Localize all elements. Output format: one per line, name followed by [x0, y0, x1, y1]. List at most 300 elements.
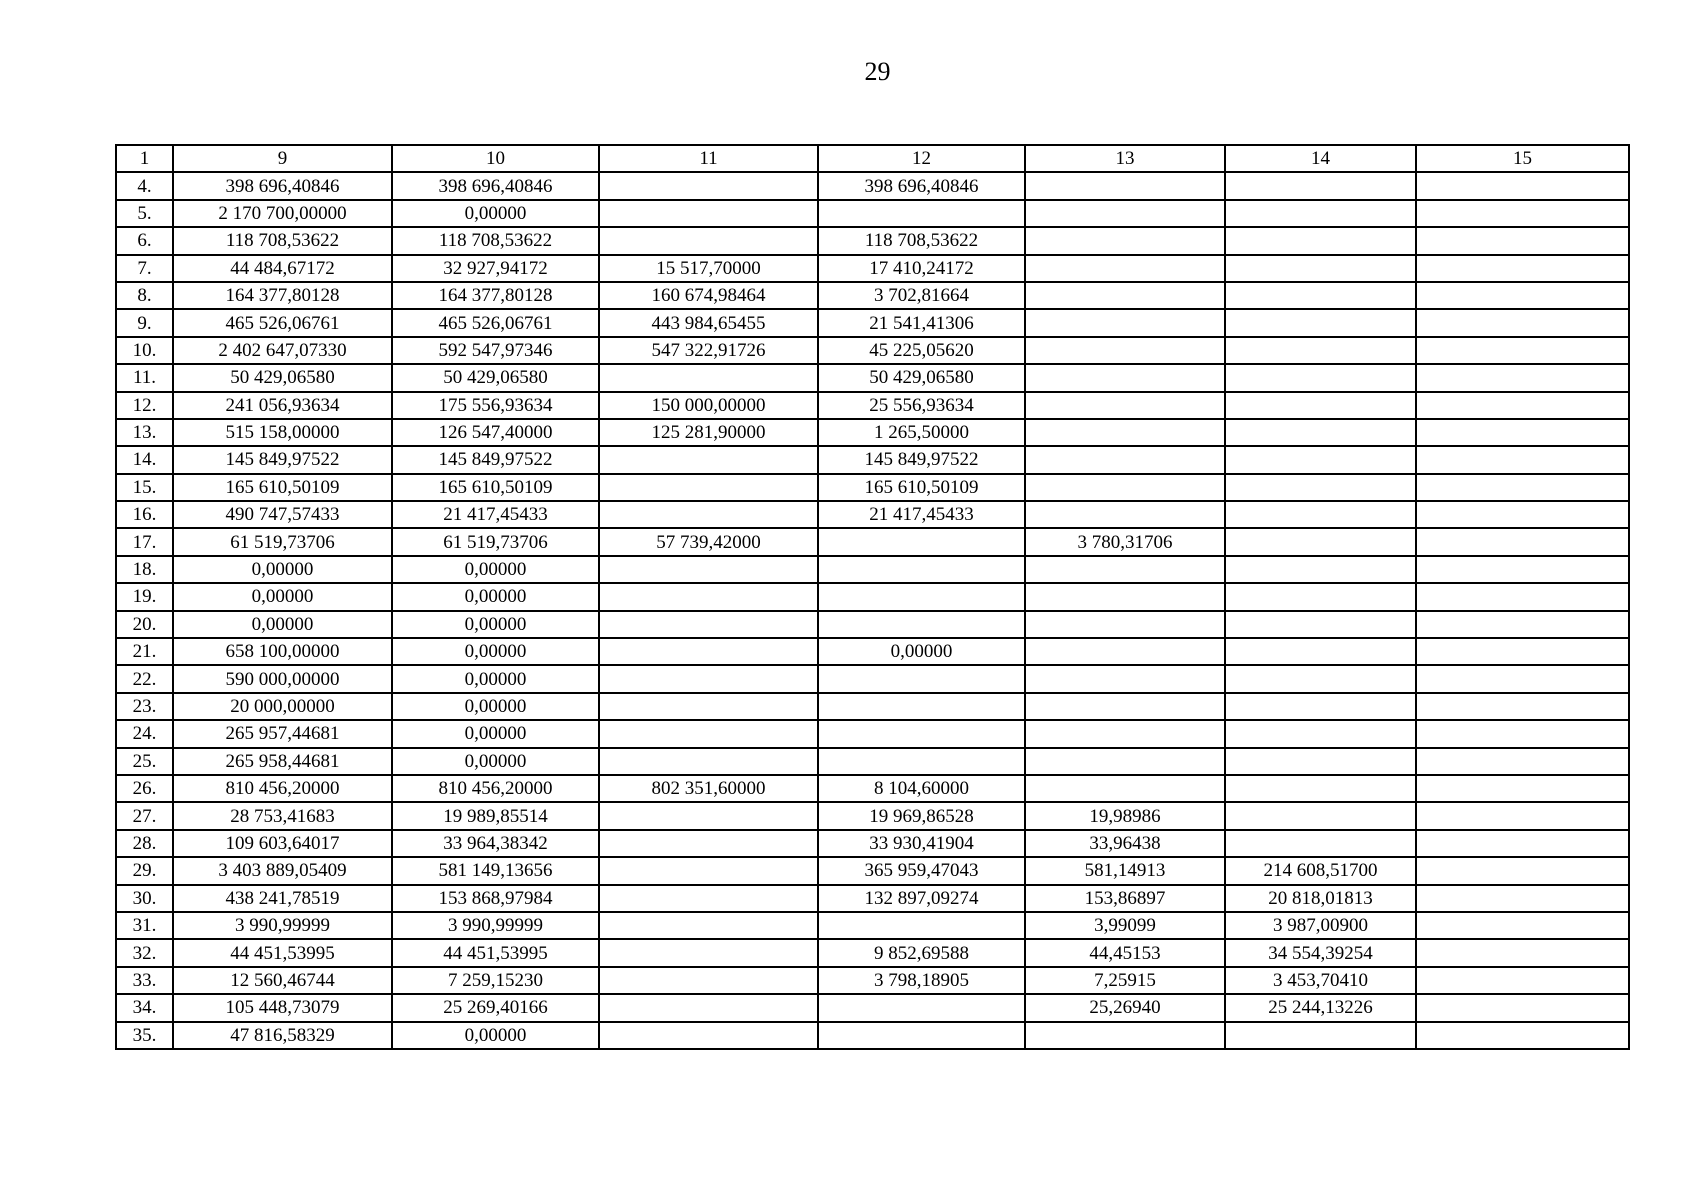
value-cell: 109 603,64017 — [173, 830, 392, 857]
value-cell — [1225, 720, 1416, 747]
row-number-cell: 5. — [116, 200, 173, 227]
value-cell: 21 417,45433 — [392, 501, 599, 528]
value-cell — [1416, 501, 1629, 528]
value-cell — [1025, 172, 1225, 199]
value-cell — [599, 994, 818, 1021]
value-cell: 17 410,24172 — [818, 255, 1025, 282]
row-number-cell: 16. — [116, 501, 173, 528]
value-cell: 581 149,13656 — [392, 857, 599, 884]
value-cell — [1416, 528, 1629, 555]
value-cell — [599, 857, 818, 884]
value-cell — [1025, 474, 1225, 501]
value-cell: 0,00000 — [392, 638, 599, 665]
value-cell — [1225, 583, 1416, 610]
value-cell — [1225, 282, 1416, 309]
value-cell — [818, 994, 1025, 1021]
table-row — [116, 693, 1629, 720]
value-cell — [1225, 830, 1416, 857]
value-cell: 19 969,86528 — [818, 802, 1025, 829]
value-cell: 32 927,94172 — [392, 255, 599, 282]
value-cell: 47 816,58329 — [173, 1022, 392, 1049]
value-cell — [1025, 693, 1225, 720]
value-cell — [1416, 364, 1629, 391]
value-cell: 465 526,06761 — [173, 309, 392, 336]
value-cell — [1416, 309, 1629, 336]
row-number-cell: 32. — [116, 939, 173, 966]
value-cell — [599, 830, 818, 857]
value-cell — [1416, 748, 1629, 775]
value-cell: 0,00000 — [173, 611, 392, 638]
value-cell: 0,00000 — [392, 200, 599, 227]
value-cell — [599, 556, 818, 583]
row-number-cell: 26. — [116, 775, 173, 802]
value-cell — [1225, 748, 1416, 775]
value-cell: 15 517,70000 — [599, 255, 818, 282]
value-cell — [1416, 775, 1629, 802]
value-cell: 0,00000 — [392, 748, 599, 775]
value-cell: 802 351,60000 — [599, 775, 818, 802]
value-cell — [599, 720, 818, 747]
table-row — [116, 611, 1629, 638]
table-row — [116, 665, 1629, 692]
value-cell: 44 451,53995 — [173, 939, 392, 966]
value-cell — [1225, 309, 1416, 336]
value-cell: 33 930,41904 — [818, 830, 1025, 857]
row-number-cell: 9. — [116, 309, 173, 336]
value-cell: 592 547,97346 — [392, 337, 599, 364]
value-cell — [1225, 611, 1416, 638]
header-row — [116, 145, 1629, 172]
value-cell — [1416, 337, 1629, 364]
value-cell — [818, 556, 1025, 583]
table-row — [116, 720, 1629, 747]
table-row — [116, 337, 1629, 364]
value-cell — [1225, 802, 1416, 829]
value-cell: 0,00000 — [392, 1022, 599, 1049]
value-cell: 0,00000 — [392, 665, 599, 692]
value-cell: 590 000,00000 — [173, 665, 392, 692]
value-cell — [818, 200, 1025, 227]
value-cell: 3 453,70410 — [1225, 967, 1416, 994]
value-cell — [1416, 885, 1629, 912]
value-cell: 3 987,00900 — [1225, 912, 1416, 939]
page-number: 29 — [864, 57, 891, 86]
value-cell — [818, 528, 1025, 555]
row-number-cell: 20. — [116, 611, 173, 638]
value-cell: 3 990,99999 — [173, 912, 392, 939]
value-cell: 160 674,98464 — [599, 282, 818, 309]
row-number-cell: 21. — [116, 638, 173, 665]
value-cell — [1416, 1022, 1629, 1049]
value-cell: 25 244,13226 — [1225, 994, 1416, 1021]
value-cell: 0,00000 — [173, 556, 392, 583]
value-cell — [1025, 501, 1225, 528]
value-cell — [599, 583, 818, 610]
value-cell: 61 519,73706 — [173, 528, 392, 555]
value-cell: 20 818,01813 — [1225, 885, 1416, 912]
value-cell: 118 708,53622 — [173, 227, 392, 254]
table-row — [116, 967, 1629, 994]
value-cell: 515 158,00000 — [173, 419, 392, 446]
value-cell — [1025, 364, 1225, 391]
value-cell — [1416, 583, 1629, 610]
table-row — [116, 446, 1629, 473]
value-cell: 398 696,40846 — [392, 172, 599, 199]
table-row — [116, 309, 1629, 336]
value-cell — [1025, 337, 1225, 364]
value-cell: 3 403 889,05409 — [173, 857, 392, 884]
table-row — [116, 419, 1629, 446]
value-cell — [1416, 282, 1629, 309]
table-row — [116, 885, 1629, 912]
table-row — [116, 364, 1629, 391]
value-cell — [1025, 611, 1225, 638]
value-cell: 581,14913 — [1025, 857, 1225, 884]
table-row — [116, 255, 1629, 282]
column-header: 15 — [1416, 145, 1629, 172]
table-row — [116, 638, 1629, 665]
value-cell: 0,00000 — [392, 583, 599, 610]
row-number-cell: 30. — [116, 885, 173, 912]
value-cell — [1025, 282, 1225, 309]
value-cell — [1025, 638, 1225, 665]
value-cell: 9 852,69588 — [818, 939, 1025, 966]
row-number-cell: 15. — [116, 474, 173, 501]
row-number-cell: 34. — [116, 994, 173, 1021]
value-cell: 150 000,00000 — [599, 392, 818, 419]
value-cell — [599, 172, 818, 199]
column-header: 11 — [599, 145, 818, 172]
value-cell: 153 868,97984 — [392, 885, 599, 912]
value-cell: 8 104,60000 — [818, 775, 1025, 802]
value-cell: 398 696,40846 — [818, 172, 1025, 199]
value-cell: 145 849,97522 — [173, 446, 392, 473]
value-cell: 19,98986 — [1025, 802, 1225, 829]
value-cell: 810 456,20000 — [173, 775, 392, 802]
value-cell — [818, 665, 1025, 692]
value-cell — [1025, 392, 1225, 419]
value-cell: 50 429,06580 — [818, 364, 1025, 391]
value-cell — [599, 748, 818, 775]
row-number-cell: 7. — [116, 255, 173, 282]
row-number-cell: 28. — [116, 830, 173, 857]
value-cell: 2 170 700,00000 — [173, 200, 392, 227]
value-cell: 1 265,50000 — [818, 419, 1025, 446]
value-cell — [599, 501, 818, 528]
value-cell — [599, 446, 818, 473]
value-cell — [1416, 255, 1629, 282]
value-cell: 33 964,38342 — [392, 830, 599, 857]
value-cell: 7,25915 — [1025, 967, 1225, 994]
table-body — [116, 172, 1629, 1049]
value-cell — [1225, 255, 1416, 282]
value-cell: 490 747,57433 — [173, 501, 392, 528]
value-cell — [1025, 665, 1225, 692]
value-cell — [818, 720, 1025, 747]
value-cell: 3,99099 — [1025, 912, 1225, 939]
value-cell — [1225, 638, 1416, 665]
value-cell — [1416, 392, 1629, 419]
value-cell — [1225, 474, 1416, 501]
value-cell — [599, 1022, 818, 1049]
row-number-cell: 29. — [116, 857, 173, 884]
value-cell: 132 897,09274 — [818, 885, 1025, 912]
value-cell — [1416, 200, 1629, 227]
value-cell: 165 610,50109 — [818, 474, 1025, 501]
value-cell — [599, 474, 818, 501]
value-cell — [818, 693, 1025, 720]
value-cell — [599, 802, 818, 829]
row-number-cell: 19. — [116, 583, 173, 610]
table-row — [116, 802, 1629, 829]
value-cell — [1225, 172, 1416, 199]
column-header: 14 — [1225, 145, 1416, 172]
value-cell — [1025, 1022, 1225, 1049]
value-cell — [1225, 419, 1416, 446]
value-cell: 44 451,53995 — [392, 939, 599, 966]
value-cell — [1416, 638, 1629, 665]
table-row — [116, 1022, 1629, 1049]
table-row — [116, 200, 1629, 227]
value-cell — [1416, 802, 1629, 829]
value-cell: 50 429,06580 — [173, 364, 392, 391]
value-cell: 810 456,20000 — [392, 775, 599, 802]
value-cell: 21 417,45433 — [818, 501, 1025, 528]
table-row — [116, 775, 1629, 802]
value-cell — [1225, 200, 1416, 227]
row-number-cell: 18. — [116, 556, 173, 583]
value-cell — [1416, 665, 1629, 692]
value-cell: 61 519,73706 — [392, 528, 599, 555]
row-number-cell: 33. — [116, 967, 173, 994]
row-number-cell: 24. — [116, 720, 173, 747]
row-number-cell: 22. — [116, 665, 173, 692]
value-cell: 0,00000 — [392, 720, 599, 747]
value-cell: 265 957,44681 — [173, 720, 392, 747]
value-cell — [1416, 912, 1629, 939]
value-cell: 20 000,00000 — [173, 693, 392, 720]
value-cell — [1025, 775, 1225, 802]
table-row — [116, 501, 1629, 528]
table-row — [116, 556, 1629, 583]
value-cell: 118 708,53622 — [818, 227, 1025, 254]
value-cell: 145 849,97522 — [392, 446, 599, 473]
value-cell: 164 377,80128 — [392, 282, 599, 309]
value-cell: 118 708,53622 — [392, 227, 599, 254]
table-row — [116, 474, 1629, 501]
value-cell — [599, 885, 818, 912]
row-number-cell: 13. — [116, 419, 173, 446]
value-cell — [1025, 583, 1225, 610]
value-cell — [1416, 474, 1629, 501]
value-cell — [599, 638, 818, 665]
value-cell: 33,96438 — [1025, 830, 1225, 857]
value-cell: 25 269,40166 — [392, 994, 599, 1021]
value-cell: 44 484,67172 — [173, 255, 392, 282]
row-number-cell: 17. — [116, 528, 173, 555]
value-cell — [1416, 994, 1629, 1021]
value-cell — [1416, 556, 1629, 583]
value-cell: 3 702,81664 — [818, 282, 1025, 309]
value-cell: 105 448,73079 — [173, 994, 392, 1021]
value-cell: 547 322,91726 — [599, 337, 818, 364]
row-number-cell: 12. — [116, 392, 173, 419]
value-cell: 25,26940 — [1025, 994, 1225, 1021]
value-cell — [599, 665, 818, 692]
value-cell: 50 429,06580 — [392, 364, 599, 391]
value-cell: 145 849,97522 — [818, 446, 1025, 473]
value-cell — [1025, 419, 1225, 446]
value-cell — [1025, 446, 1225, 473]
value-cell — [1225, 364, 1416, 391]
value-cell — [1025, 227, 1225, 254]
value-cell — [1416, 611, 1629, 638]
row-number-cell: 10. — [116, 337, 173, 364]
table-row — [116, 939, 1629, 966]
value-cell: 365 959,47043 — [818, 857, 1025, 884]
value-cell — [1416, 172, 1629, 199]
value-cell: 44,45153 — [1025, 939, 1225, 966]
value-cell: 164 377,80128 — [173, 282, 392, 309]
value-cell — [1225, 665, 1416, 692]
table-row — [116, 748, 1629, 775]
value-cell — [1025, 556, 1225, 583]
value-cell: 214 608,51700 — [1225, 857, 1416, 884]
value-cell — [599, 912, 818, 939]
value-cell: 3 990,99999 — [392, 912, 599, 939]
row-number-cell: 23. — [116, 693, 173, 720]
value-cell: 25 556,93634 — [818, 392, 1025, 419]
value-cell — [1225, 392, 1416, 419]
value-cell — [1416, 446, 1629, 473]
row-number-cell: 6. — [116, 227, 173, 254]
value-cell — [818, 912, 1025, 939]
value-cell — [818, 1022, 1025, 1049]
table-row — [116, 830, 1629, 857]
value-cell — [1416, 227, 1629, 254]
value-cell: 125 281,90000 — [599, 419, 818, 446]
value-cell: 165 610,50109 — [173, 474, 392, 501]
value-cell — [1025, 720, 1225, 747]
table-row — [116, 912, 1629, 939]
value-cell — [599, 364, 818, 391]
value-cell: 153,86897 — [1025, 885, 1225, 912]
value-cell: 0,00000 — [392, 611, 599, 638]
value-cell: 438 241,78519 — [173, 885, 392, 912]
row-number-cell: 25. — [116, 748, 173, 775]
value-cell: 658 100,00000 — [173, 638, 392, 665]
value-cell: 34 554,39254 — [1225, 939, 1416, 966]
table-row — [116, 528, 1629, 555]
value-cell — [818, 611, 1025, 638]
value-cell — [1416, 419, 1629, 446]
value-cell — [1025, 200, 1225, 227]
table-row — [116, 994, 1629, 1021]
value-cell — [818, 748, 1025, 775]
value-cell: 19 989,85514 — [392, 802, 599, 829]
value-cell — [1416, 939, 1629, 966]
row-number-cell: 14. — [116, 446, 173, 473]
value-cell — [1225, 693, 1416, 720]
value-cell — [1416, 967, 1629, 994]
value-cell: 12 560,46744 — [173, 967, 392, 994]
value-cell: 21 541,41306 — [818, 309, 1025, 336]
table-row — [116, 857, 1629, 884]
value-cell: 265 958,44681 — [173, 748, 392, 775]
value-cell — [599, 693, 818, 720]
table-row — [116, 282, 1629, 309]
table-row — [116, 392, 1629, 419]
value-cell: 241 056,93634 — [173, 392, 392, 419]
value-cell: 0,00000 — [392, 693, 599, 720]
value-cell — [1416, 720, 1629, 747]
value-cell — [599, 967, 818, 994]
table-row — [116, 583, 1629, 610]
value-cell — [1225, 1022, 1416, 1049]
value-cell: 126 547,40000 — [392, 419, 599, 446]
value-cell — [1225, 501, 1416, 528]
value-cell — [1225, 337, 1416, 364]
value-cell: 45 225,05620 — [818, 337, 1025, 364]
value-cell: 398 696,40846 — [173, 172, 392, 199]
value-cell: 7 259,15230 — [392, 967, 599, 994]
value-cell: 175 556,93634 — [392, 392, 599, 419]
value-cell: 0,00000 — [818, 638, 1025, 665]
value-cell: 165 610,50109 — [392, 474, 599, 501]
value-cell — [1025, 255, 1225, 282]
value-cell: 3 780,31706 — [1025, 528, 1225, 555]
value-cell — [599, 611, 818, 638]
value-cell — [1416, 693, 1629, 720]
row-number-cell: 31. — [116, 912, 173, 939]
row-number-cell: 35. — [116, 1022, 173, 1049]
value-cell: 28 753,41683 — [173, 802, 392, 829]
value-cell — [599, 939, 818, 966]
value-cell — [1225, 528, 1416, 555]
column-header: 1 — [116, 145, 173, 172]
column-header: 12 — [818, 145, 1025, 172]
value-cell: 443 984,65455 — [599, 309, 818, 336]
value-cell — [1416, 830, 1629, 857]
value-cell — [1025, 748, 1225, 775]
value-cell — [818, 583, 1025, 610]
column-header: 9 — [173, 145, 392, 172]
value-cell: 0,00000 — [392, 556, 599, 583]
value-cell — [1225, 446, 1416, 473]
value-cell — [1225, 227, 1416, 254]
value-cell — [599, 227, 818, 254]
value-cell: 0,00000 — [173, 583, 392, 610]
value-cell — [1416, 857, 1629, 884]
row-number-cell: 8. — [116, 282, 173, 309]
value-cell: 2 402 647,07330 — [173, 337, 392, 364]
table-row — [116, 172, 1629, 199]
value-cell — [1025, 309, 1225, 336]
column-header: 10 — [392, 145, 599, 172]
value-cell: 57 739,42000 — [599, 528, 818, 555]
table-row — [116, 227, 1629, 254]
value-cell: 3 798,18905 — [818, 967, 1025, 994]
row-number-cell: 4. — [116, 172, 173, 199]
value-cell — [599, 200, 818, 227]
row-number-cell: 27. — [116, 802, 173, 829]
value-cell — [1225, 556, 1416, 583]
column-header: 13 — [1025, 145, 1225, 172]
row-number-cell: 11. — [116, 364, 173, 391]
data-table — [115, 144, 1630, 1050]
value-cell — [1225, 775, 1416, 802]
value-cell: 465 526,06761 — [392, 309, 599, 336]
